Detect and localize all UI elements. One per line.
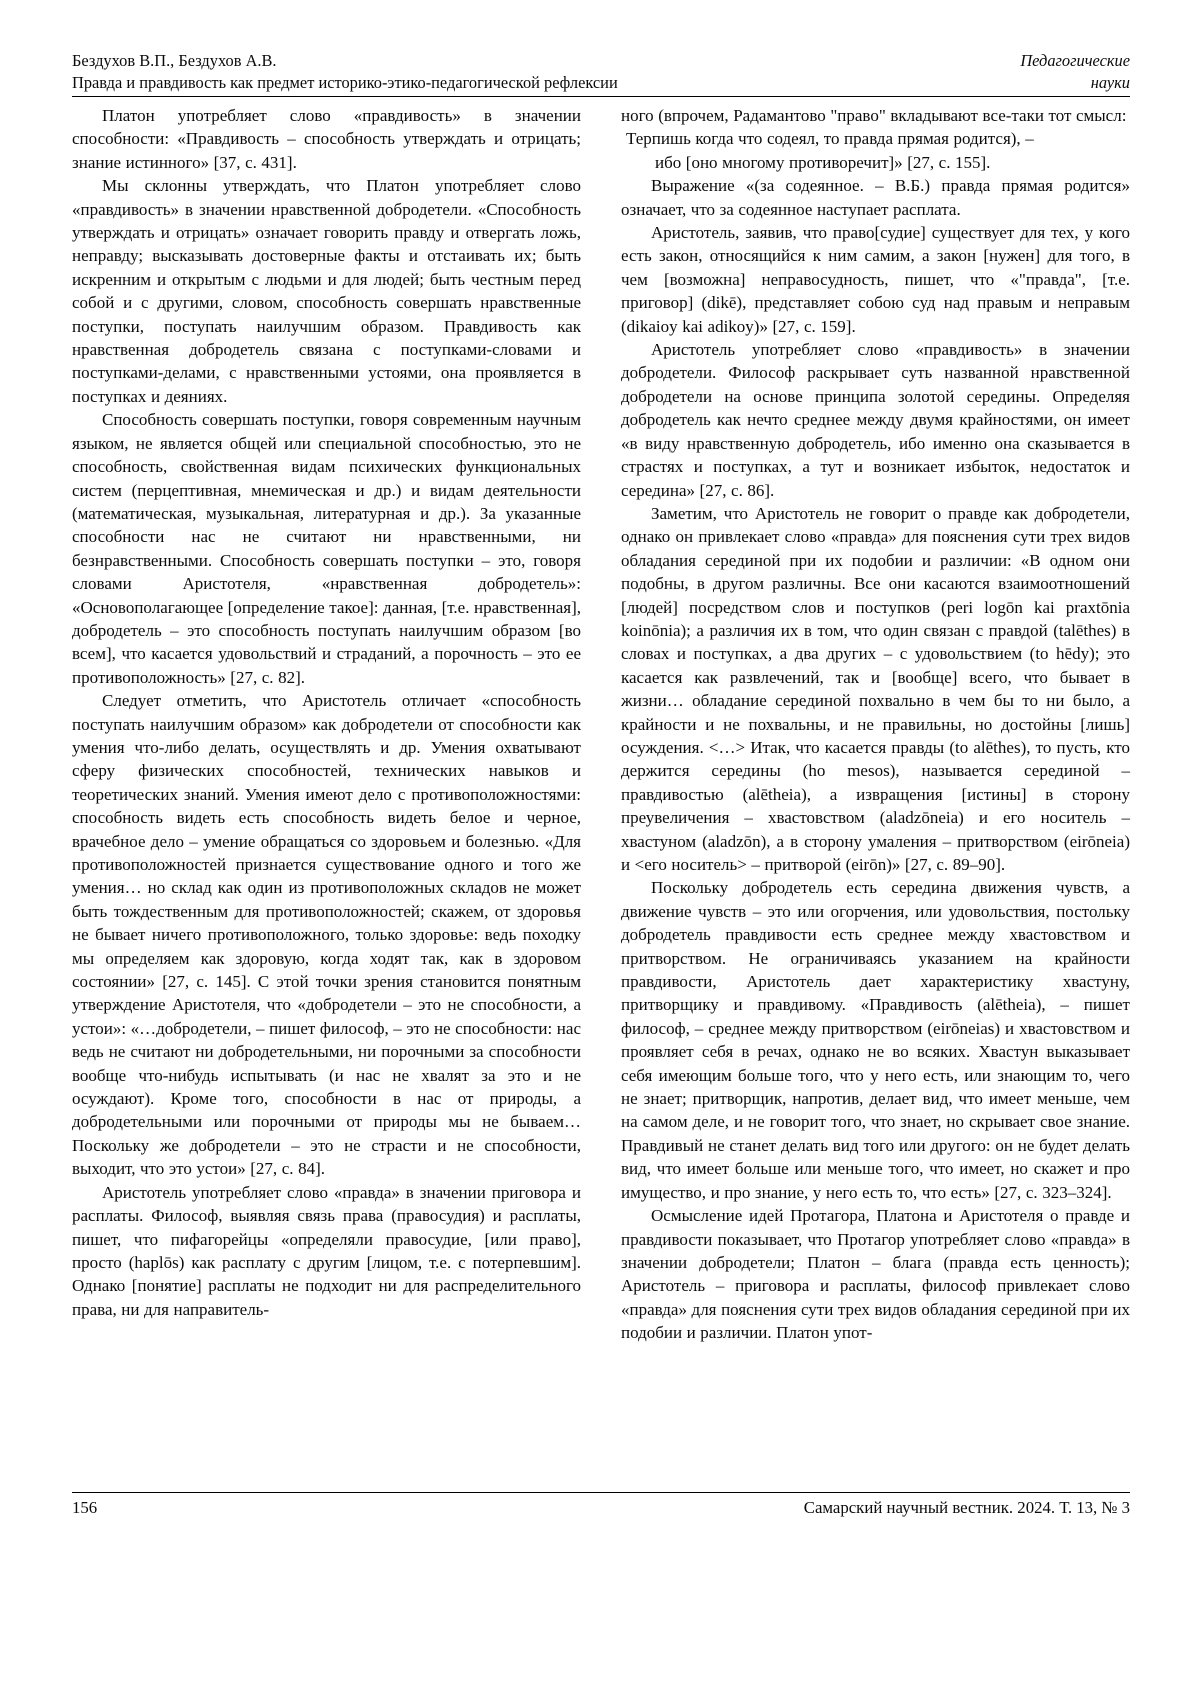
paragraph: Аристотель употребляет слово «правдивость» в значении добродетели. Философ раскрывает суть названной нравственной добродетели на основе принципа золотой середины. Определяя добродетель как нечто среднее между двумя крайностями, он имеет «в виду нравственную добродетель, ибо именно она сказывается в страстях и поступках, а тут и возникает избыток, недостаток и середина» [27, с. 86].	[621, 340, 1130, 500]
paragraph-continuation: ного (впрочем, Радамантово "право" вкладывают все-таки тот смысл:	[621, 106, 1127, 125]
header-section-line2: науки	[1090, 72, 1130, 92]
paragraph: Поскольку добродетель есть середина движения чувств, а движение чувств – это или огорчения, или удовольствия, постольку добродетель правдивости есть среднее между хвастовством и притворством. Не ограничиваясь указанием на крайности правдивости, Аристотель дает характеристику хвастуну, притворщику и правдивому. «Правдивость (alētheia), – пишет философ, – среднее между притворством (eirōneias) и хвастовством и проявляет себя в речах, однако не во всяких. Хвастун выказывает себя имеющим больше того, что у него есть, или знающим то, чего не знает; притворщик, напротив, делает вид, что имеет меньше, чем на самом деле, и не говорит того, что знает, но скрывает свое знание. Правдивый не станет делать вид того или другого: он не будет делать вид, что имеет больше или меньше того, что имеет, но скажет и про имущество, и про знание, у него есть то, что есть» [27, с. 323–324].	[621, 878, 1130, 1202]
right-column	[621, 104, 1130, 1345]
paragraph: Мы склонны утверждать, что Платон употребляет слово «правдивость» в значении нравственной добродетели. «Способность утверждать и отрицать» означает говорить правду и отвергать ложь, неправду; высказывать достоверные факты и отстаивать их; быть искренним и открытым с людьми и для людей; быть честным перед собой и с другими, словом, способность совершать нравственные поступки, поступать наилучшим образом. Правдивость как нравственная добродетель связана с поступками-словами и поступками-делами, с нравственными устоями, она проявляется в поступках и деяниях.	[72, 176, 581, 406]
left-column	[72, 104, 581, 1345]
journal-reference: Самарский научный вестник. 2024. Т. 13, № 3	[803, 1498, 1130, 1517]
header-section-line1: Педагогические	[1020, 51, 1130, 70]
page-number: 156	[72, 1498, 98, 1517]
header-row-1	[72, 50, 1130, 72]
header-running-title: Правда и правдивость как предмет историко-этико-педагогической рефлексии	[72, 72, 618, 92]
verse-line: Терпишь когда что содеял, то правда прямая родится), –	[626, 129, 1034, 149]
paragraph: Выражение «(за содеянное. – В.Б.) правда прямая родится» означает, что за содеянное наступает расплата.	[621, 176, 1130, 219]
header-row-2	[72, 72, 1130, 94]
paragraph: Способность совершать поступки, говоря современным научным языком, не является общей или специальной способностью, это не способность, свойственная видам психических функциональных систем (перцептивная, мнемическая и др.) и видам деятельности (математическая, музыкальная, литературная и др.). За указанные способности нас не считают ни нравственными, ни безнравственными. Способность совершать поступки – это, говоря словами Аристотеля, «нравственная добродетель»: «Основополагающее [определение такое]: данная, [т.е. нравственная], добродетель – это способность поступать наилучшим образом [во всем], что касается удовольствий и страданий, а порочность – это ее противоположность» [27, с. 82].	[72, 410, 581, 687]
paragraph: Следует отметить, что Аристотель отличает «способность поступать наилучшим образом» как добродетели от способности как умения что-либо делать, осуществлять и др. Умения охватывают сферу физических способностей, технических навыков и теоретических знаний. Умения имеют дело с противоположностями: способность видеть есть способность видеть белое и черное, врачебное дело – умение обращаться со здоровьем и болезнью. «Для противоположностей признается существование одного и того же умения… но склад как один из противоположных складов не может быть тождественным для противоположностей; скажем, от здоровья не бывает ничего противоположного, только здоровье: ведь походку мы определяем как здоровую, когда ходят так, как в здоровом состоянии» [27, с. 145]. С этой точки зрения становится понятным утверждение Аристотеля, что «добродетели – это не способности, а устои»: «…добродетели, – пишет философ, – это не способности: нас ведь не считают ни добродетельными, ни порочными за способности вообще что-нибудь испытывать (и нас не хвалят за это и не осуждают). Кроме того, способности в нас от природы, а добродетельными или порочными от природы мы не бываем… Поскольку же добродетели – это не страсти и не способности, выходит, что это устои» [27, с. 84].	[72, 691, 581, 1179]
paragraph: Заметим, что Аристотель не говорит о правде как добродетели, однако он привлекает слово «правда» для пояснения сути трех видов обладания серединой при их подобии и различии: «В одном они подобны, в другом различны. Все они касаются взаимоотношений [людей] посредством слов и поступков (peri logōn kai praxtōnia koinōnia); а различия их в том, что один связан с правдой (talēthes) в словах и поступках, а два других – с удовольствием (to hēdy); это касается как развлечений, так и [вообще] всего, что бывает в жизни… обладание серединой похвально в чем бы то ни было, а крайности и не похвальны, и не правильны, но достойны [лишь] осуждения. <…> Итак, что касается правды (to alēthes), то пусть, кто держится середины (ho mesos), называется серединой – правдивостью (alētheia), а извращения [истины] в сторону преувеличения – хвастовством (aladzōneia) и его носитель – хвастуном (aladzōn), а в сторону умаления – притворством (eirōneia) и <его носитель> – притворой (eirōn)» [27, с. 89–90].	[621, 503, 1130, 874]
page-header	[72, 50, 1130, 97]
article-body	[72, 104, 1130, 1345]
page-footer	[72, 1492, 1130, 1518]
paragraph: Аристотель, заявив, что право[судие] существует для тех, у кого есть закон, относящийся к ним самим, а закон [нужен] для того, в чем [возможна] неправосудность, пишет, что «"правда", [т.е. приговор] (dikē), представляет собою суд над правым и неправым (dikaioy kai adikoy)» [27, с. 159].	[621, 223, 1130, 336]
header-authors: Бездухов В.П., Бездухов А.В.	[72, 51, 277, 70]
header-divider	[72, 96, 1130, 97]
verse-line: ибо [оно многому противоречит]» [27, с. 155].	[655, 152, 991, 172]
paragraph: Платон употребляет слово «правдивость» в значении способности: «Правдивость – способность утверждать и отрицать; знание истинного» [37, с. 431].	[72, 106, 581, 172]
paragraph: Осмысление идей Протагора, Платона и Аристотеля о правде и правдивости показывает, что Протагор употребляет слово «правда» в значении добродетели; Платон – блага (правда есть ценность); Аристотель – приговора и расплаты, философ привлекает слово «правда» для пояснения сути трех видов обладания серединой при их подобии и различии. Платон упот-	[621, 1206, 1130, 1343]
footer-row	[72, 1493, 1130, 1518]
paragraph: Аристотель употребляет слово «правда» в значении приговора и расплаты. Философ, выявляя связь права (правосудия) и расплаты, пишет, что пифагорейцы «определяли правосудие, [или право], просто (haplōs) как расплату с другим [лицом, т.е. с потерпевшим]. Однако [понятие] расплаты не подходит ни для распределительного права, ни для направитель-	[72, 1182, 581, 1319]
